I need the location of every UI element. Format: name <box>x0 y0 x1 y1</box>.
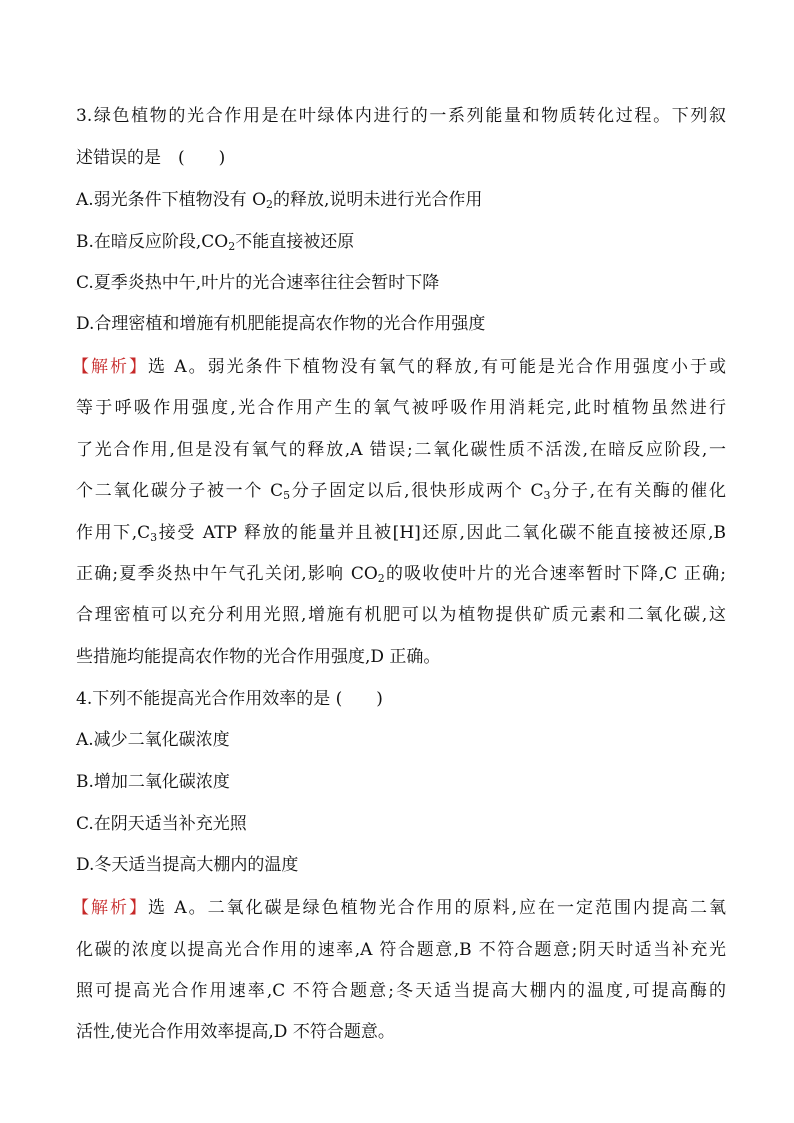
q3-explanation-line-4: 个二氧化碳分子被一个 $C_5$分子固定以后,很快形成两个 $C_3$分子,在有关酶的催化 <box>76 481 726 502</box>
q3-option-b: B.在暗反应阶段$,CO_2$不能直接被还原 <box>76 232 355 253</box>
explanation-tag: 【解析】 <box>72 898 148 918</box>
q4-explanation-line-2: 化碳的浓度以提高光合作用的速率,A 符合题意,B 不符合题意;阴天时适当补充光 <box>76 940 726 960</box>
q3-option-a: A.弱光条件下植物没有 $O_2$的释放,说明未进行光合作用 <box>76 190 483 211</box>
q3-explanation-line-2: 等于呼吸作用强度,光合作用产生的氧气被呼吸作用消耗完,此时植物虽然进行 <box>76 398 726 418</box>
q4-option-b: B.增加二氧化碳浓度 <box>76 772 230 792</box>
q3-option-d: D.合理密植和增施有机肥能提高农作物的光合作用强度 <box>76 314 486 334</box>
q3-explanation-line-5: 作用下$,C_3$接受 ATP 释放的能量并且被[H]还原,因此二氧化碳不能直接被还原,B <box>76 523 726 544</box>
q3-option-c: C.夏季炎热中午,叶片的光合速率往往会暂时下降 <box>76 273 440 293</box>
q4-explanation-line-4: 活性,使光合作用效率提高,D 不符合题意。 <box>76 1022 395 1042</box>
q3-explanation-line-6: 正确;夏季炎热中午气孔关闭,影响 $CO_2$的吸收使叶片的光合速率暂时下降,C 正确; <box>76 564 727 585</box>
q4-option-d: D.冬天适当提高大棚内的温度 <box>76 855 299 875</box>
q4-explanation-line-1: 【解析】选 A。二氧化碳是绿色植物光合作用的原料,应在一定范围内提高二氧 <box>72 898 727 918</box>
q4-option-c: C.在阴天适当补充光照 <box>76 814 247 834</box>
q3-stem-line-2: 述错误的是 ( ) <box>76 148 226 168</box>
q3-explanation-line-7: 合理密植可以充分利用光照,增施有机肥可以为植物提供矿质元素和二氧化碳,这 <box>76 605 726 625</box>
q4-stem: 4.下列不能提高光合作用效率的是 ( ) <box>76 689 383 709</box>
q3-explanation-line-3: 了光合作用,但是没有氧气的释放,A 错误;二氧化碳性质不活泼,在暗反应阶段,一 <box>76 440 726 460</box>
q4-option-a: A.减少二氧化碳浓度 <box>76 730 230 750</box>
q3-explanation-line-1: 【解析】选 A。弱光条件下植物没有氧气的释放,有可能是光合作用强度小于或 <box>72 357 727 377</box>
explanation-tag: 【解析】 <box>72 357 148 377</box>
q3-stem-line-1: 3.绿色植物的光合作用是在叶绿体内进行的一系列能量和物质转化过程。下列叙 <box>76 106 726 126</box>
q3-explanation-line-8: 些措施均能提高农作物的光合作用强度,D 正确。 <box>76 647 441 667</box>
q4-explanation-line-3: 照可提高光合作用速率,C 不符合题意;冬天适当提高大棚内的温度,可提高酶的 <box>76 981 726 1001</box>
